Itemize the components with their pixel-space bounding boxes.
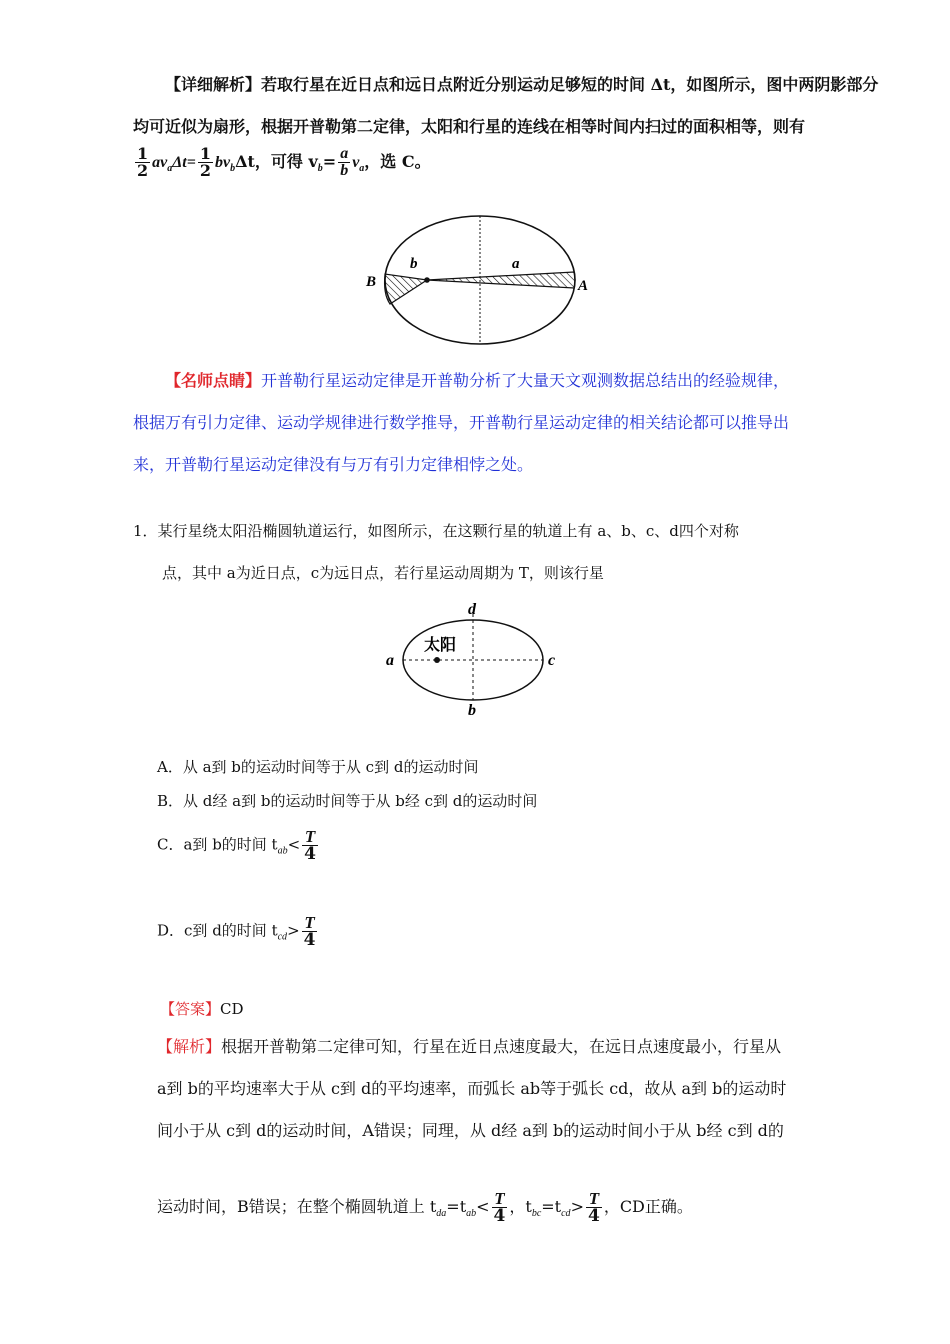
point-a: a	[386, 652, 394, 669]
option-C-fraction: $\frac{T}{4}$	[304, 827, 317, 864]
tip-text-3: 来，开普勒行星运动定律没有与万有引力定律相悖之处。	[133, 455, 534, 474]
explain-line-1	[165, 72, 878, 95]
option-B	[157, 790, 537, 811]
sector-near-sun	[385, 274, 427, 304]
option-C-text: C．a到 b的时间 t	[157, 835, 278, 854]
answer-tag: 【答案】	[160, 1000, 221, 1018]
option-C-relation: <	[287, 835, 301, 854]
analysis-line-2	[157, 1076, 786, 1099]
point-c: c	[548, 652, 556, 669]
a-over-b-fraction: $\frac{a}{b}$	[340, 145, 349, 179]
analysis-line-1	[157, 1034, 781, 1057]
analysis-tag: 【解析】	[157, 1037, 222, 1056]
option-D-text: D．c到 d的时间 t	[157, 921, 278, 940]
tip-line-2	[133, 410, 789, 433]
analysis-fraction-2: $\frac{T}{4}$	[587, 1189, 600, 1226]
point-d: d	[468, 601, 476, 618]
question-number: 1．	[133, 522, 158, 540]
option-D	[157, 914, 319, 949]
half-fraction-left: $\frac{1}{2}$	[137, 144, 149, 180]
explain-text-1: 若取行星在近日点和远日点附近分别运动足够短的时间 Δt，如图所示，图中两阴影部分	[261, 75, 879, 94]
explain-tag: 【详细解析】	[165, 75, 262, 94]
analysis-text-1: 根据开普勒第二定律可知，行星在近日点速度最大，在远日点速度最小，行星从	[221, 1037, 782, 1056]
label-B: B	[366, 274, 377, 290]
question-line-1	[133, 520, 739, 541]
tip-text-1: 开普勒行星运动定律是开普勒分析了大量天文观测数据总结出的经验规律，	[261, 371, 790, 390]
explain-equation: $\frac{1}{2}$ $av_a\Delta t=$ $\frac{1}{2}$ $bv_b\Delta t$，可得 $v_b=$ $\frac{a}{b}$ $v_a$，选 C。	[137, 144, 431, 180]
sun-dot-2	[434, 657, 440, 663]
analysis-fraction-1: $\frac{T}{4}$	[493, 1189, 506, 1226]
option-A-text: A．从 a到 b的运动时间等于从 c到 d的运动时间	[157, 758, 479, 776]
sun-dot	[424, 277, 430, 283]
point-b: b	[468, 702, 476, 718]
tip-line-3	[133, 452, 533, 475]
label-a: a	[512, 256, 520, 272]
sector-far-side	[427, 272, 575, 288]
analysis-text-3: 间小于从 c到 d的运动时间，A错误；同理，从 d经 a到 b的运动时间小于从 b经 c到 d的	[157, 1121, 784, 1140]
analysis-line-3	[157, 1118, 784, 1141]
option-D-relation: >	[287, 921, 300, 940]
option-A	[157, 756, 478, 777]
analysis-line-4: 运动时间，B错误；在整个椭圆轨道上 $t_{da}=t_{ab}<$ $\frac{T}{4}$ ，$t_{bc}=t_{cd}>$ $\frac{T}{4}$ ，CD正确。	[157, 1189, 693, 1226]
orbit-points-diagram	[380, 598, 570, 718]
explain-line-2	[133, 114, 805, 137]
label-A: A	[578, 278, 589, 294]
explain-text-2: 均可近似为扇形，根据开普勒第二定律，太阳和行星的连线在相等时间内扫过的面积相等，则有	[133, 117, 806, 136]
option-D-fraction: $\frac{T}{4}$	[303, 913, 316, 950]
sun-label: 太阳	[424, 637, 457, 654]
tip-text-2: 根据万有引力定律、运动学规律进行数学推导，开普勒行星运动定律的相关结论都可以推导出	[133, 413, 790, 432]
question-line-2	[162, 562, 604, 583]
tip-tag: 【名师点睛】	[165, 371, 262, 390]
option-C	[157, 828, 320, 863]
answer-value: CD	[220, 1000, 244, 1018]
answer-line	[160, 998, 244, 1019]
option-C-sub: ab	[277, 845, 288, 857]
tip-line-1	[165, 368, 789, 391]
option-D-sub: cd	[277, 931, 288, 943]
half-fraction-right: $\frac{1}{2}$	[199, 144, 211, 180]
question-text-2: 点，其中 a为近日点，c为远日点，若行星运动周期为 T，则该行星	[162, 564, 604, 582]
option-B-text: B．从 d经 a到 b的运动时间等于从 b经 c到 d的运动时间	[157, 792, 538, 810]
kepler-sector-diagram	[360, 208, 600, 350]
analysis-text-4: 运动时间，B错误；在整个椭圆轨道上 t	[157, 1197, 437, 1216]
analysis-text-2: a到 b的平均速率大于从 c到 d的平均速率，而弧长 ab等于弧长 cd，故从 a到 b的运动时	[157, 1079, 787, 1098]
question-text-1: 某行星绕太阳沿椭圆轨道运行，如图所示，在这颗行星的轨道上有 a、b、c、d四个对称	[157, 522, 739, 540]
label-b: b	[410, 256, 418, 272]
